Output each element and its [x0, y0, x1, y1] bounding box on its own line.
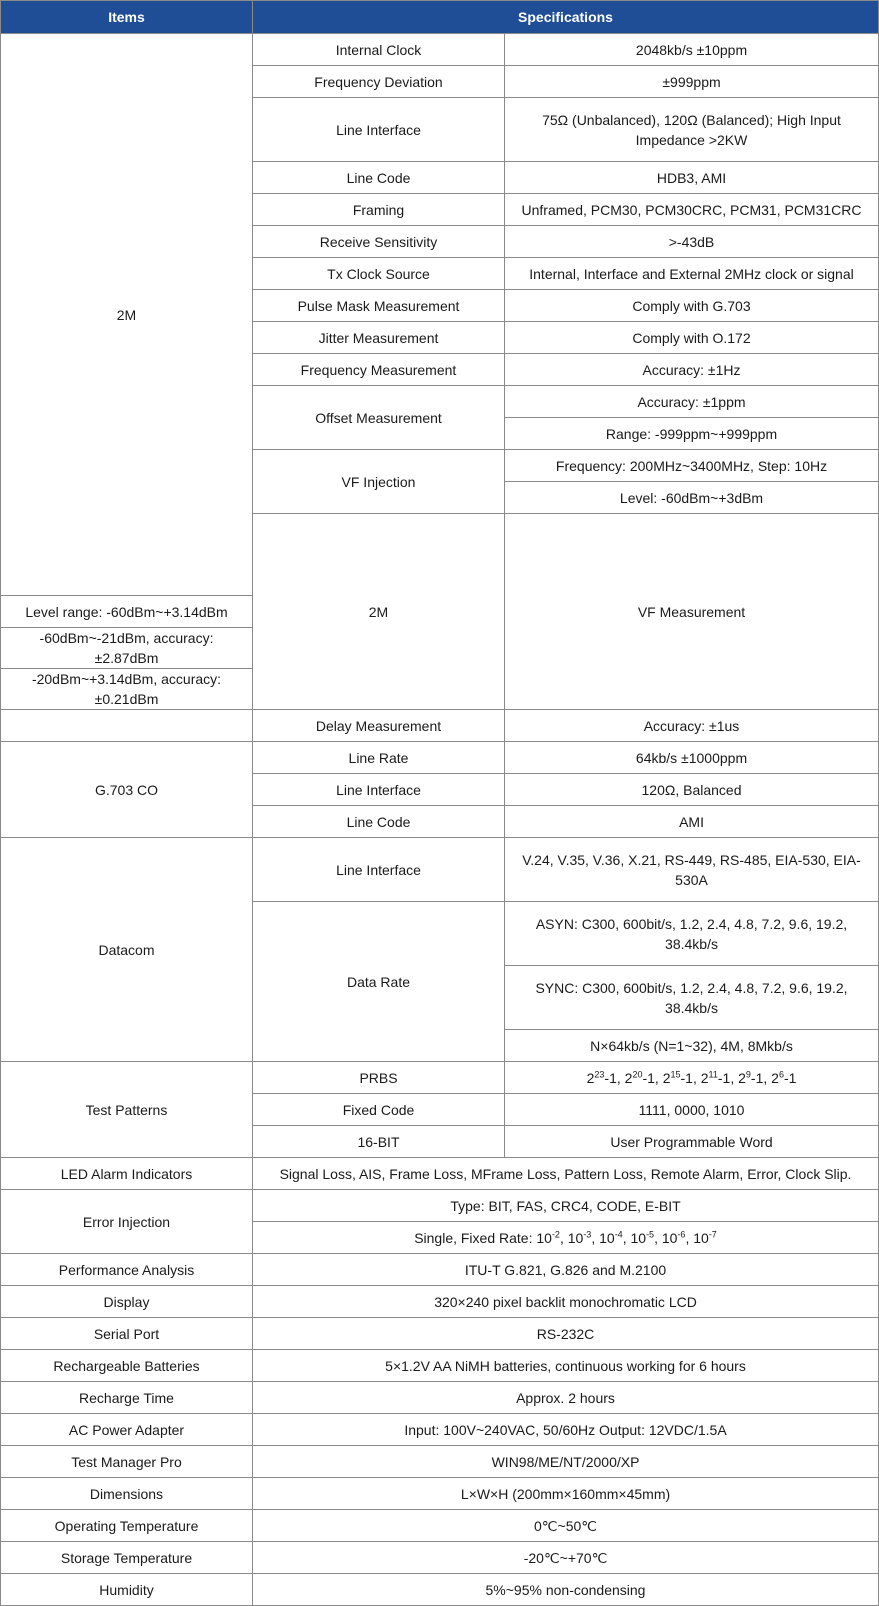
table-row [1, 742, 879, 774]
item-value: Level range: -60dBm~+3.14dBm [1, 596, 253, 628]
rate-term: $10^{-5}$, [630, 1228, 662, 1246]
rate-term: $10^{-4}$, [599, 1228, 631, 1246]
table-row [1, 1510, 879, 1542]
rate-term: $10^{-6}$, [661, 1228, 694, 1246]
category-cell: Operating Temperature [1, 1510, 253, 1542]
table-row [1, 34, 879, 66]
category-cell: Humidity [1, 1574, 253, 1606]
item-value: Range: -999ppm~+999ppm [505, 418, 879, 450]
items-header: Items [1, 1, 253, 34]
prbs-term: $2^{20}-1$, [624, 1068, 663, 1086]
prbs-term: $2^9-1$, [738, 1068, 772, 1086]
item-label: Framing [253, 194, 505, 226]
category-cell-g703: G.703 CO [1, 742, 253, 838]
item-value: >-43dB [505, 226, 879, 258]
item-value: Internal, Interface and External 2MHz clock or signal [505, 258, 879, 290]
category-cell-empty [1, 710, 253, 742]
item-value: Comply with G.703 [505, 290, 879, 322]
item-label: 16-BIT [253, 1126, 505, 1158]
error-rate-value: Single, Fixed Rate: $10^{-2}$, $10^{-3}$, $10^{-4}$, $10^{-5}$, $10^{-6}$, $10^{-7}$ [253, 1222, 879, 1254]
table-row [1, 1574, 879, 1606]
table-row [1, 1478, 879, 1510]
prbs-term: $2^6-1$ [771, 1068, 797, 1086]
item-value: HDB3, AMI [505, 162, 879, 194]
category-cell: Display [1, 1286, 253, 1318]
rate-term: $10^{-3}$, [567, 1228, 600, 1246]
category-cell: Error Injection [1, 1190, 253, 1254]
item-label: Offset Measurement [253, 386, 505, 450]
category-cell: Performance Analysis [1, 1254, 253, 1286]
item-label: Line Interface [253, 774, 505, 806]
item-value: Accuracy: ±1ppm [505, 386, 879, 418]
item-label: Frequency Deviation [253, 66, 505, 98]
item-label: Fixed Code [253, 1094, 505, 1126]
category-cell: Storage Temperature [1, 1542, 253, 1574]
item-value: 5×1.2V AA NiMH batteries, continuous working for 6 hours [253, 1350, 879, 1382]
prbs-term: $2^{23}-1$, [586, 1068, 625, 1086]
category-cell: Serial Port [1, 1318, 253, 1350]
item-label: Data Rate [253, 902, 505, 1062]
table-row [1, 1318, 879, 1350]
item-label: Line Code [253, 806, 505, 838]
category-cell-2m: 2M [1, 34, 253, 596]
category-cell-2m: 2M [253, 514, 505, 710]
table-row [1, 1254, 879, 1286]
table-row [1, 710, 879, 742]
table-row [1, 1062, 879, 1094]
item-label: VF Injection [253, 450, 505, 514]
rate-term: $10^{-7}$ [693, 1228, 717, 1246]
item-value: Accuracy: ±1us [505, 710, 879, 742]
table-row [1, 1382, 879, 1414]
item-value: 120Ω, Balanced [505, 774, 879, 806]
category-cell-test-patterns: Test Patterns [1, 1062, 253, 1158]
item-value: User Programmable Word [505, 1126, 879, 1158]
table-header-row [1, 1, 879, 34]
table-row [1, 1542, 879, 1574]
item-value: Level: -60dBm~+3dBm [505, 482, 879, 514]
category-cell: Dimensions [1, 1478, 253, 1510]
item-label: Frequency Measurement [253, 354, 505, 386]
category-cell: AC Power Adapter [1, 1414, 253, 1446]
item-value: ASYN: C300, 600bit/s, 1.2, 2.4, 4.8, 7.2, 9.6, 19.2, 38.4kb/s [505, 902, 879, 966]
item-value: ITU-T G.821, G.826 and M.2100 [253, 1254, 879, 1286]
item-value: 0℃~50℃ [253, 1510, 879, 1542]
item-label: Receive Sensitivity [253, 226, 505, 258]
item-value: 5%~95% non-condensing [253, 1574, 879, 1606]
table-row [1, 1190, 879, 1222]
item-label: Pulse Mask Measurement [253, 290, 505, 322]
item-value: SYNC: C300, 600bit/s, 1.2, 2.4, 4.8, 7.2, 9.6, 19.2, 38.4kb/s [505, 966, 879, 1030]
item-label: PRBS [253, 1062, 505, 1094]
category-cell: Test Manager Pro [1, 1446, 253, 1478]
category-cell: LED Alarm Indicators [1, 1158, 253, 1190]
prbs-term: $2^{11}-1$, [700, 1068, 739, 1086]
table-row [1, 1286, 879, 1318]
item-label: Line Interface [253, 98, 505, 162]
item-value: Approx. 2 hours [253, 1382, 879, 1414]
item-value: Signal Loss, AIS, Frame Loss, MFrame Loss, Pattern Loss, Remote Alarm, Error, Clock Slip. [253, 1158, 879, 1190]
table-row [1, 838, 879, 902]
item-label: Internal Clock [253, 34, 505, 66]
item-value: -20℃~+70℃ [253, 1542, 879, 1574]
item-value: -20dBm~+3.14dBm, accuracy: ±0.21dBm [1, 669, 253, 710]
item-label: Line Interface [253, 838, 505, 902]
item-label: Line Rate [253, 742, 505, 774]
item-value: AMI [505, 806, 879, 838]
item-label: Tx Clock Source [253, 258, 505, 290]
item-label: Delay Measurement [253, 710, 505, 742]
category-cell: Rechargeable Batteries [1, 1350, 253, 1382]
item-value: V.24, V.35, V.36, X.21, RS-449, RS-485, EIA-530, EIA-530A [505, 838, 879, 902]
table-row [1, 1446, 879, 1478]
item-value: WIN98/ME/NT/2000/XP [253, 1446, 879, 1478]
item-value: 320×240 pixel backlit monochromatic LCD [253, 1286, 879, 1318]
prbs-value [505, 1062, 879, 1094]
table-row [1, 1158, 879, 1190]
item-value: 2048kb/s ±10ppm [505, 34, 879, 66]
item-value: 75Ω (Unbalanced), 120Ω (Balanced); High Input Impedance >2KW [505, 98, 879, 162]
item-value: Comply with O.172 [505, 322, 879, 354]
item-value: ±999ppm [505, 66, 879, 98]
item-value: -60dBm~-21dBm, accuracy: ±2.87dBm [1, 628, 253, 669]
table-row [1, 1414, 879, 1446]
item-value: Type: BIT, FAS, CRC4, CODE, E-BIT [253, 1190, 879, 1222]
specifications-header: Specifications [253, 1, 879, 34]
item-value: Frequency: 200MHz~3400MHz, Step: 10Hz [505, 450, 879, 482]
item-value: 64kb/s ±1000ppm [505, 742, 879, 774]
item-value: Accuracy: ±1Hz [505, 354, 879, 386]
item-value: RS-232C [253, 1318, 879, 1350]
item-value: L×W×H (200mm×160mm×45mm) [253, 1478, 879, 1510]
item-value: Input: 100V~240VAC, 50/60Hz Output: 12VDC/1.5A [253, 1414, 879, 1446]
rate-term: $10^{-2}$, [536, 1228, 568, 1246]
prbs-term: $2^{15}-1$, [662, 1068, 701, 1086]
table-row [1, 1350, 879, 1382]
category-cell-datacom: Datacom [1, 838, 253, 1062]
item-value: 1111, 0000, 1010 [505, 1094, 879, 1126]
category-cell: Recharge Time [1, 1382, 253, 1414]
item-value: Unframed, PCM30, PCM30CRC, PCM31, PCM31CRC [505, 194, 879, 226]
item-value: N×64kb/s (N=1~32), 4M, 8Mkb/s [505, 1030, 879, 1062]
item-label: Line Code [253, 162, 505, 194]
item-label: VF Measurement [505, 514, 879, 710]
item-label: Jitter Measurement [253, 322, 505, 354]
